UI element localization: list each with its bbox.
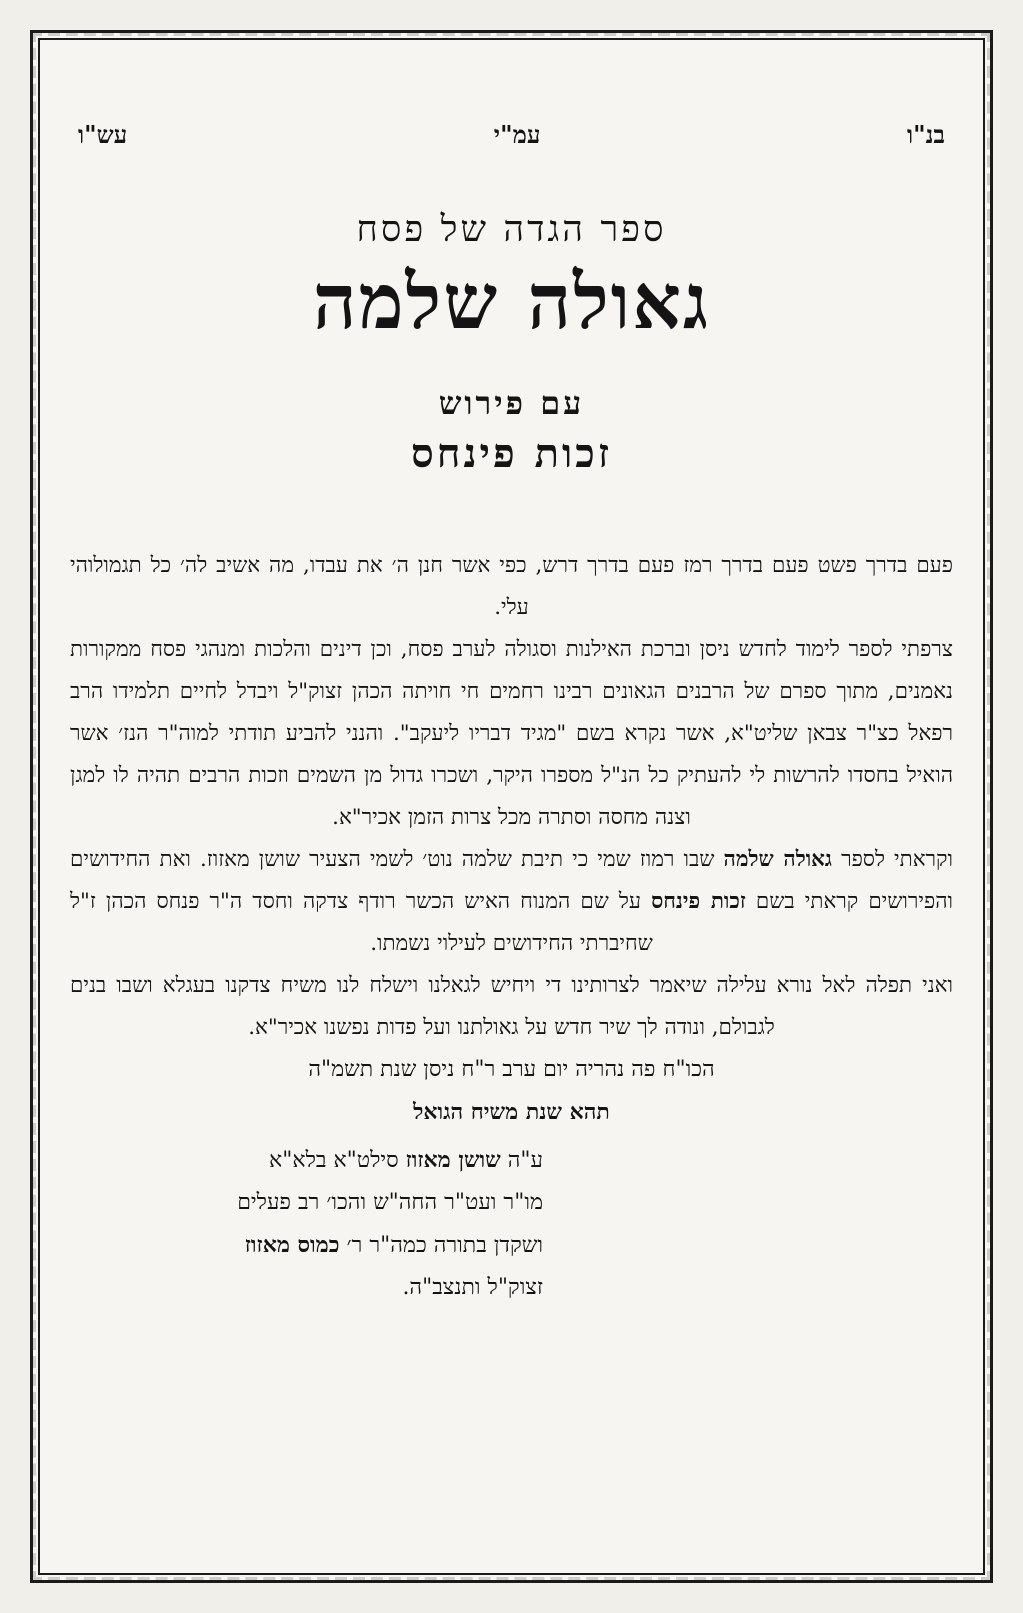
title-page bbox=[70, 120, 953, 1560]
header-abbreviations bbox=[70, 120, 953, 150]
signature-line-1: ע"ה שושן מאזוז סילט"א בלא"א bbox=[269, 1146, 543, 1173]
preface-paragraph-3 bbox=[70, 839, 953, 965]
corner-left-text: עש"ו bbox=[78, 120, 128, 149]
corner-center-text: עמ"י bbox=[493, 120, 541, 149]
book-title: גאולה שלמה bbox=[312, 257, 711, 346]
p3-text-c: שבו רמוז שמי כי תיבת שלמה נוט׳ לשמי הצעיר שושן מאזוז. ואת החידושים והפירושים קראתי בשם bbox=[70, 846, 953, 914]
corner-right-text: בנ"ו bbox=[906, 120, 945, 149]
preface-text bbox=[70, 545, 953, 1049]
p3-commentary-title: זכות פינחס bbox=[651, 888, 746, 914]
commentary-title: זכות פינחס bbox=[411, 429, 612, 477]
date-line: הכו"ח פה נהריה יום ערב ר"ח ניסן שנת תשמ"ה bbox=[308, 1056, 715, 1082]
signature-line-4: זצוק"ל ותנצב"ה. bbox=[402, 1274, 543, 1300]
p3-text-e: על שם המנוח האיש הכשר רודף צדקה וחסד ה"ר פנחס הכהן ז"ל שחיברתי החידושים לעילוי נשמתו. bbox=[70, 888, 653, 956]
preface-paragraph-1: פעם בדרך פשט פעם בדרך רמז פעם בדרך דרש, כפי אשר חנן ה׳ את עבדו, מה אשיב לה׳ כל תגמולוהי עלי. bbox=[70, 552, 953, 620]
preface-paragraph-4: ואני תפלה לאל נורא עלילה שיאמר לצרותינו די ויחיש לגאלנו וישלח לנו משיח צדקנו בעגלא ושבו בנים לגבולם, ונודה לך שיר חדש על גאולתנו ועל פדות נפשנו אכיר"א. bbox=[70, 972, 953, 1040]
with-commentary-label: עם פירוש bbox=[438, 383, 585, 422]
closing-block bbox=[70, 1049, 953, 1133]
p3-book-title: גאולה שלמה bbox=[723, 846, 832, 872]
signature-line-2: מו"ר ועט"ר החה"ש והכו׳ רב פעלים bbox=[237, 1189, 543, 1215]
year-motto: תהא שנת משיח הגואל bbox=[413, 1098, 610, 1125]
book-subtitle: ספר הגדה של פסח bbox=[356, 209, 667, 250]
p3-text-a: וקראתי לספר bbox=[841, 846, 953, 872]
father-name: כמוס מאזוז bbox=[244, 1231, 340, 1258]
signature-line-3: ושקדן בתורה כמה"ר ר׳ כמוס מאזוז bbox=[244, 1231, 543, 1258]
author-signature bbox=[70, 1139, 543, 1309]
author-name: שושן מאזוז bbox=[405, 1146, 501, 1173]
preface-paragraph-2: צרפתי לספר לימוד לחדש ניסן וברכת האילנות וסגולה לערב פסח, וכן דינים והלכות ומנהגי פסח ממקורות נאמנים, מתוך ספרם של הרבנים הגאונים רבינו רחמים חי חויתה הכהן זצוק"ל ויבדל לחיים תלמידו הרב רפאל כצ"ר צבאן שליט"א, אשר נקרא בשם "מגיד דבריו ליעקב". והנני להביע תודתי למוה"ר הנז׳ אשר הואיל בחסדו להרשות לי להעתיק כל הנ"ל מספרו היקר, ושכרו גדול מן השמים וזכות הרבים תהיה לו למגן וצנה מחסה וסתרה מכל צרות הזמן אכיר"א. bbox=[70, 636, 953, 830]
